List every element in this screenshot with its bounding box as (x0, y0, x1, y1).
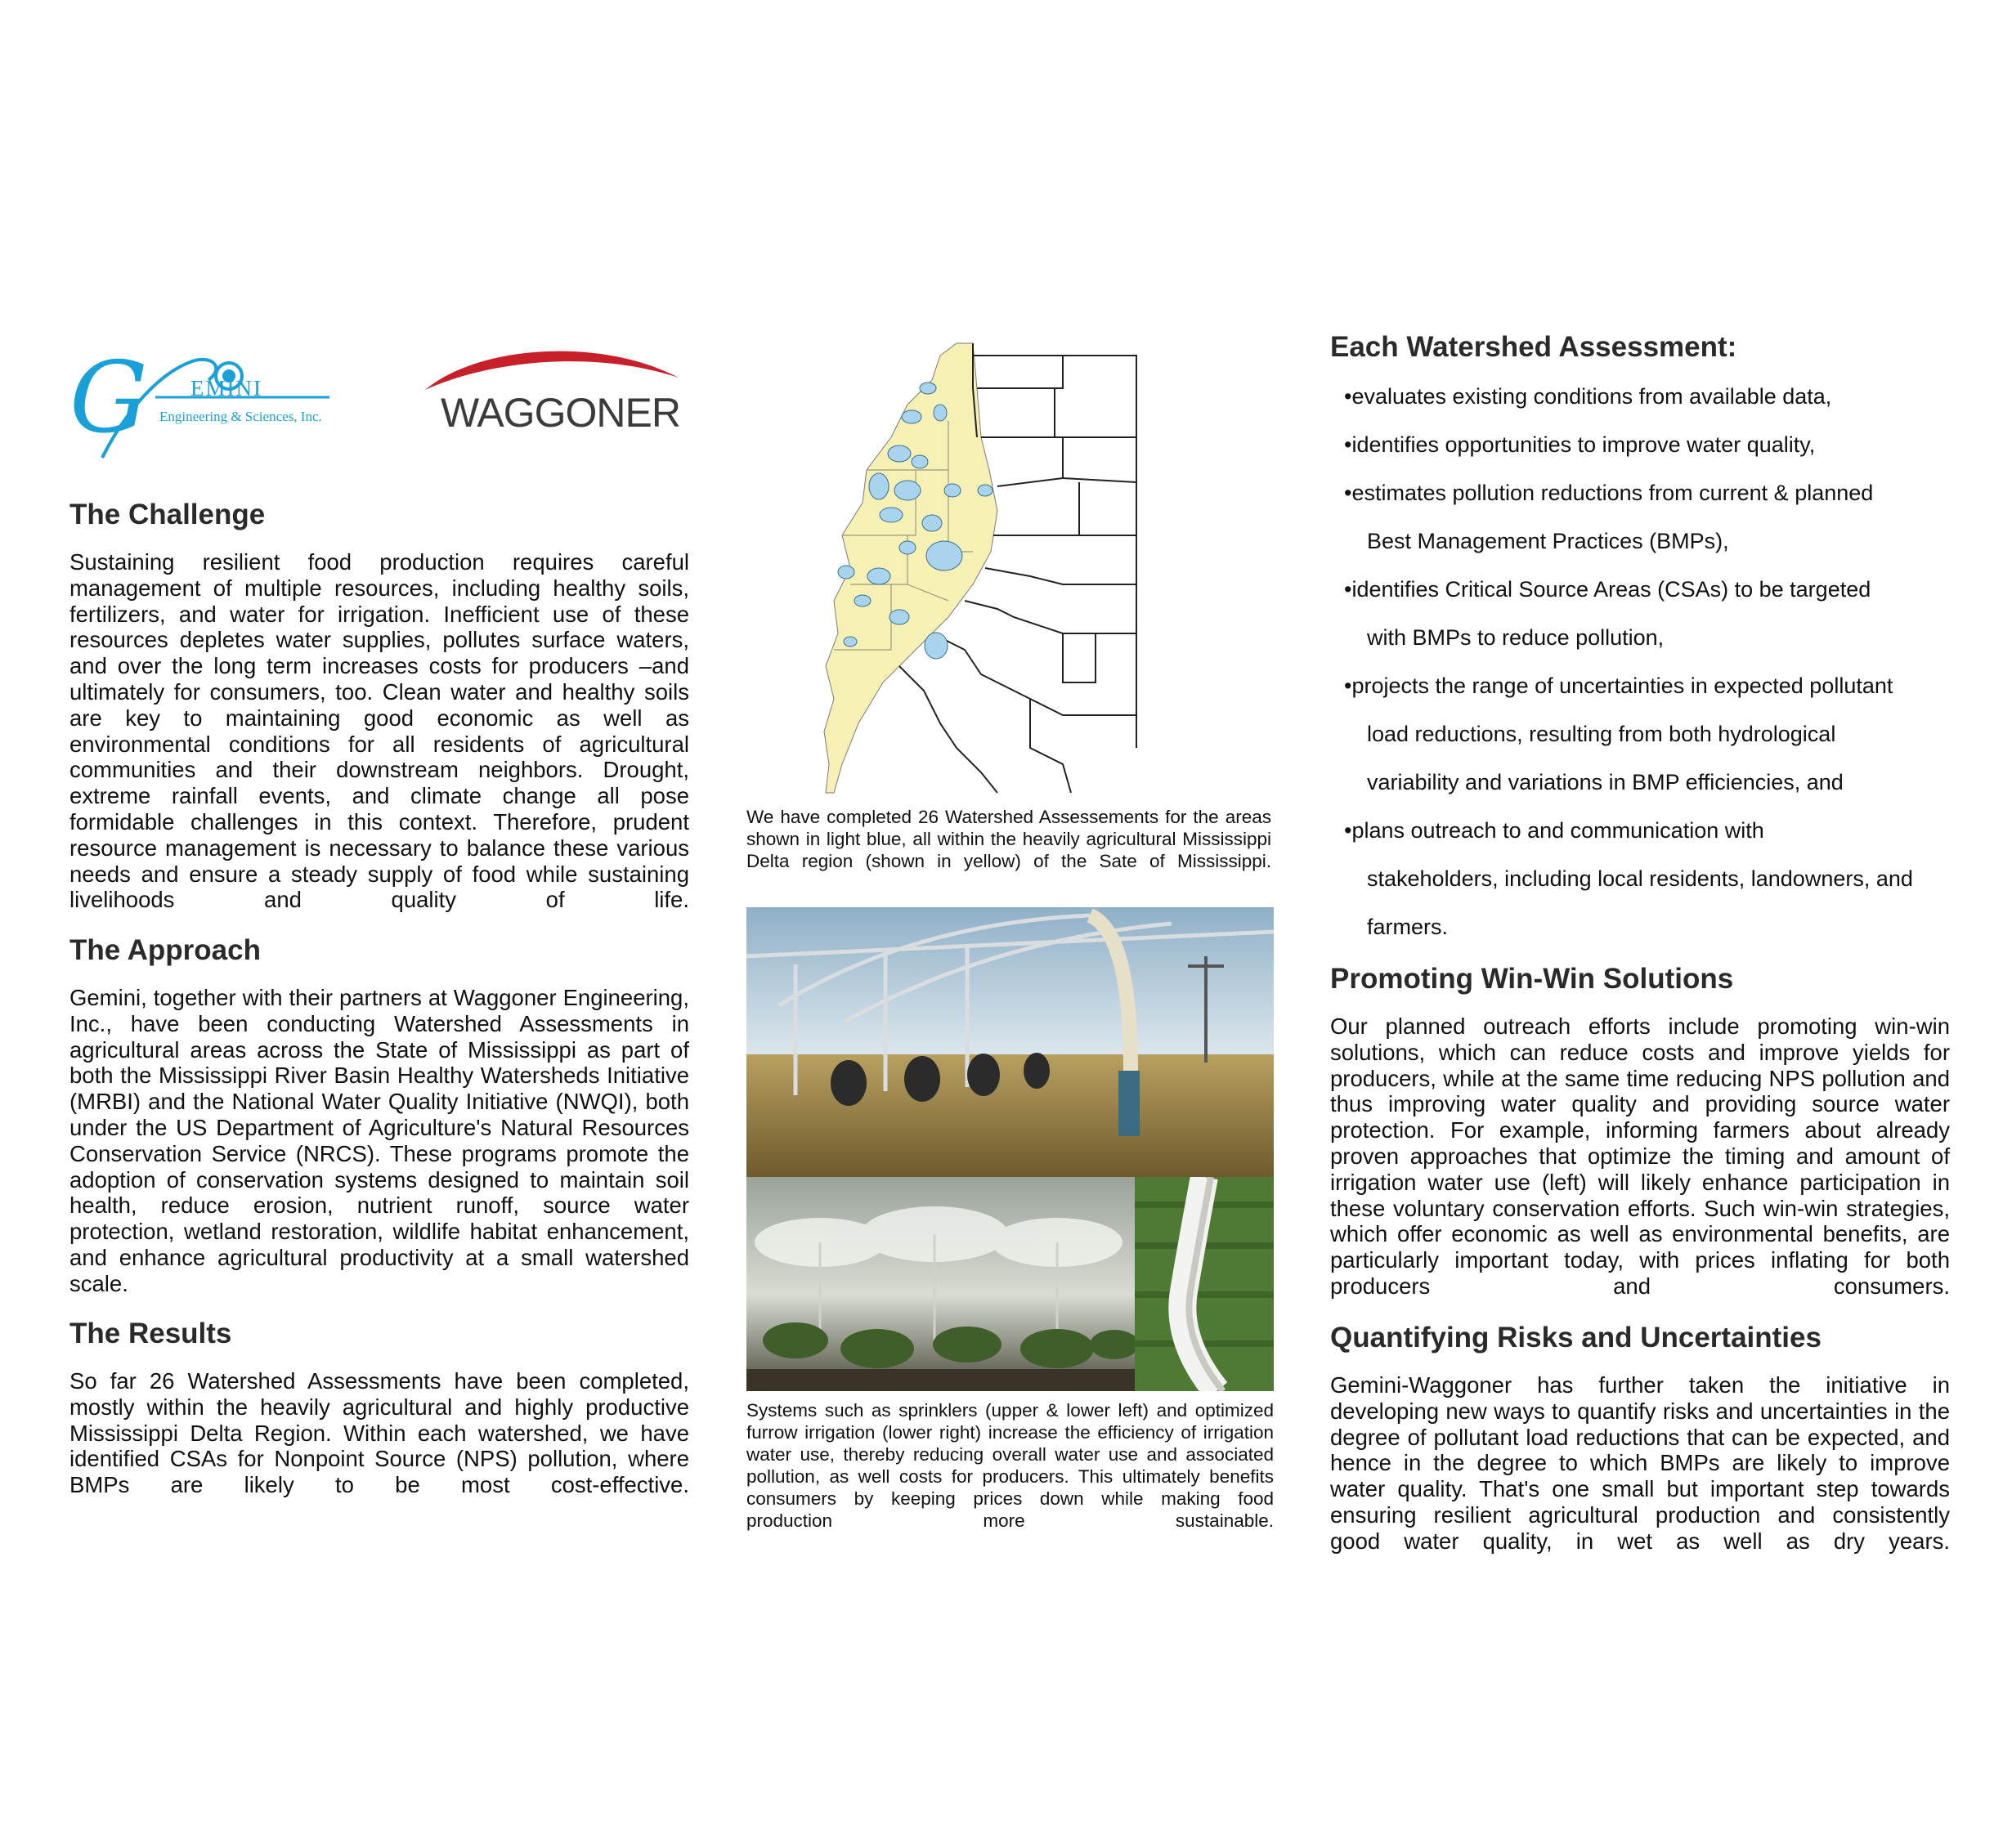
risks-text: Gemini-Waggoner has further taken the initiative in developing new ways to quantify risks and uncertainties in the degree of pollutant load reductions that can be expected, and hence in the degree to which BMPs are likely to improve water quality. That's one small but important step towards ensuring resilient agricultural production and consistently good water quality, in wet as well as dry years. (1330, 1372, 1950, 1554)
watershed-shape (880, 508, 903, 522)
watershed-shape (888, 445, 911, 462)
watershed-shape (925, 633, 948, 659)
bullet-item: •evaluates existing conditions from available data, (1344, 384, 1832, 409)
sprinkler-photo-lower (746, 1177, 1135, 1391)
delta-map-graphic (818, 339, 1145, 797)
gemini-subtitle: Engineering & Sciences, Inc. (159, 409, 322, 424)
gemini-name: EMINI (190, 376, 262, 400)
bullet-item: Best Management Practices (BMPs), (1367, 529, 1729, 553)
watershed-shape (867, 568, 890, 584)
furrow-irrigation-photo (1135, 1177, 1274, 1391)
approach-heading: The Approach (69, 934, 261, 966)
watershed-shape (899, 541, 916, 554)
gemini-letter: G (69, 342, 148, 455)
results-text: So far 26 Watershed Assessments have been completed, mostly within the heavily agricultural and highly productive Mississippi Delta Region. Within each watershed, we have identified CSAs for Nonpoint Source (NPS) pollution, where BMPs are likely to be most cost-effective. (69, 1368, 689, 1498)
winwin-text: Our planned outreach efforts include promoting win-win solutions, which can reduce costs and improve yields for producers, while at the same time reducing NPS pollution and thus improving water quality and providing source water protection. For example, informing farmers about already proven approaches that optimize the timing and amount of irrigation water use (left) will likely enhance participation in these voluntary conservation efforts. Such win-win strategies, which offer economic as well as environmental benefits, are particularly important today, with prices inflating for both producers and consumers. (1330, 1013, 1950, 1299)
bullet-item: with BMPs to reduce pollution, (1367, 625, 1665, 650)
risks-heading: Quantifying Risks and Uncertainties (1330, 1322, 1822, 1354)
sprinkler-field-image (746, 1177, 1135, 1391)
assessment-bullet-list (1344, 384, 1913, 963)
center-pivot-image (746, 907, 1274, 1177)
watershed-shape (844, 637, 857, 647)
watershed-shape (854, 595, 871, 606)
gemini-logo (69, 343, 339, 466)
bullet-item: •projects the range of uncertainties in expected pollutant (1344, 673, 1893, 698)
furrow-pipe-image (1135, 1177, 1274, 1391)
watershed-shape (912, 455, 928, 468)
watershed-shape (944, 484, 961, 497)
bullet-item: •estimates pollution reductions from current & planned (1344, 481, 1874, 505)
bullet-item: •identifies opportunities to improve water quality, (1344, 432, 1816, 457)
watershed-shape (920, 383, 936, 394)
watershed-shape (869, 473, 889, 499)
delta-map (818, 339, 1145, 797)
waggoner-name: WAGGONER (441, 390, 680, 436)
watershed-shape (889, 610, 909, 624)
bullet-item: •plans outreach to and communication with (1344, 818, 1764, 843)
watershed-shape (926, 541, 962, 571)
bullet-item: load reductions, resulting from both hydrological (1367, 722, 1836, 746)
sprinkler-photo-upper (746, 907, 1274, 1177)
map-caption: We have completed 26 Watershed Assessements for the areas shown in light blue, all within the heavily agricultural Mississippi Delta region (shown in yellow) of the Sate of Mississippi. (746, 807, 1271, 871)
watershed-shape (894, 481, 921, 500)
photo-caption: Systems such as sprinklers (upper & lower left) and optimized furrow irrigation (lower right) increase the efficiency of irrigation water use, thereby reducing overall water use and associated pollution, as well costs for producers. This ultimately benefits consumers by keeping prices down while making food production more sustainable. (746, 1400, 1274, 1531)
bullet-item: •identifies Critical Source Areas (CSAs) to be targeted (1344, 577, 1871, 602)
challenge-text: Sustaining resilient food production requires careful management of multiple resources, including healthy soils, fertilizers, and water for irrigation. Inefficient use of these resources depletes water supplies, pollutes surface waters, and over the long term increases costs for producers –and ultimately for consumers, too. Clean water and healthy soils are key to maintaining good economic as well as environmental conditions for all residents of agricultural communities and their downstream neighbors. Drought, extreme rainfall events, and climate change all pose formidable challenges in this context. Therefore, prudent resource management is necessary to balance these various needs and ensure a steady supply of food while sustaining livelihoods and quality of life. (69, 549, 689, 913)
winwin-heading: Promoting Win-Win Solutions (1330, 963, 1734, 995)
watershed-shape (902, 410, 921, 423)
approach-text: Gemini, together with their partners at Waggoner Engineering, Inc., have been conducting Watershed Assessments in agricultural areas across the State of Mississippi as part of both the Mississippi River Basin Healthy Watersheds Initiative (MRBI) and the National Water Quality Initiative (NWQI), both under the US Department of Agriculture's Natural Resources Conservation Service (NRCS). These programs promote the adoption of conservation systems designed to maintain soil health, reduce erosion, nutrient runoff, source water protection, wetland restoration, wildlife habitat enhancement, and enhance agricultural productivity at a small watershed scale. (69, 985, 689, 1296)
bullet-item: variability and variations in BMP efficiencies, and (1367, 770, 1844, 794)
bullet-item: stakeholders, including local residents, landowners, and (1367, 866, 1913, 891)
watershed-shape (978, 485, 993, 496)
bullet-item: farmers. (1367, 915, 1449, 939)
watershed-shape (934, 405, 947, 421)
waggoner-logo (421, 337, 683, 443)
assessment-heading: Each Watershed Assessment: (1330, 331, 1737, 363)
results-heading: The Results (69, 1318, 232, 1349)
challenge-heading: The Challenge (69, 499, 266, 530)
watershed-shape (922, 515, 942, 531)
watershed-shape (838, 566, 854, 579)
